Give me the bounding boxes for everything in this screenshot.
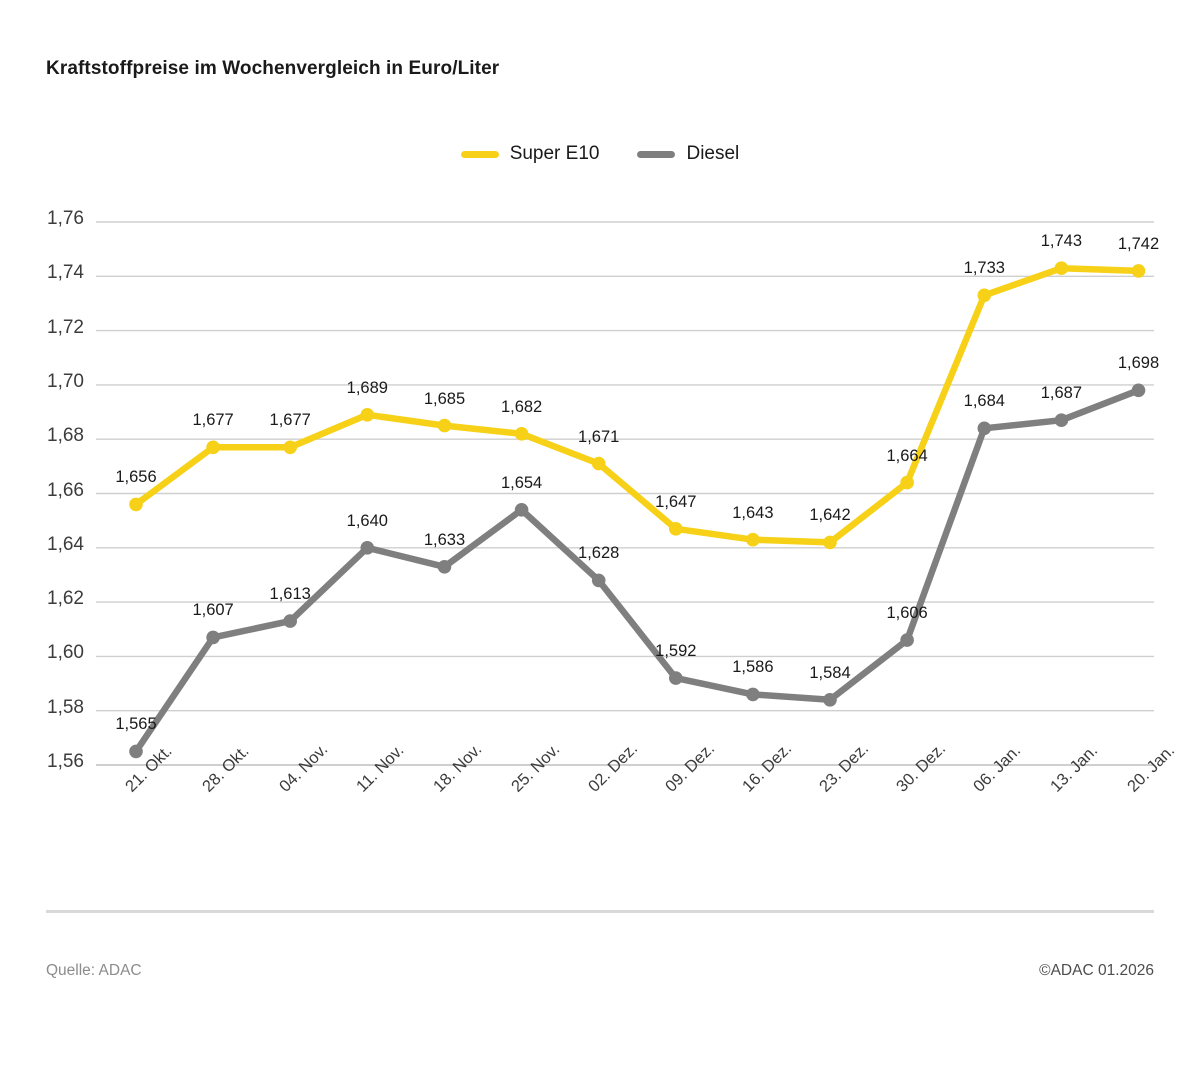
data-point-label: 1,677 <box>269 411 311 430</box>
data-point-label: 1,654 <box>500 473 543 492</box>
y-axis-tick-label: 1,70 <box>47 370 84 392</box>
data-point-label: 1,664 <box>886 446 928 465</box>
y-axis-tick-label: 1,66 <box>47 479 84 501</box>
y-axis-tick-label: 1,64 <box>47 533 84 555</box>
y-axis-tick-label: 1,76 <box>47 208 84 229</box>
data-point-label: 1,613 <box>269 585 311 604</box>
x-axis-tick-label: 16. Dez. <box>738 739 796 796</box>
copyright-note: ©ADAC 01.2026 <box>1039 962 1154 979</box>
data-point-label: 1,689 <box>346 378 388 397</box>
x-axis-tick-label: 13. Jan. <box>1047 741 1102 796</box>
x-axis-tick-label: 18. Nov. <box>430 740 486 796</box>
data-point-label: 1,742 <box>1117 234 1160 253</box>
x-axis-tick-label: 21. Okt. <box>122 742 176 796</box>
footer-divider <box>46 910 1154 913</box>
x-axis-tick-label: 09. Dez. <box>661 739 718 796</box>
y-axis-tick-label: 1,60 <box>47 642 84 664</box>
data-point-label: 1,592 <box>655 642 697 661</box>
y-axis-tick-label: 1,74 <box>47 262 84 284</box>
data-point-label: 1,647 <box>655 492 697 511</box>
data-point-label: 1,642 <box>809 506 851 525</box>
x-axis-tick-label: 11. Nov. <box>353 741 408 796</box>
data-point-label: 1,733 <box>963 259 1005 278</box>
data-point-label: 1,628 <box>578 544 620 563</box>
data-point-label: 1,684 <box>963 392 1005 411</box>
data-point-label: 1,685 <box>423 389 466 408</box>
x-axis-tick-label: 23. Dez. <box>816 739 873 796</box>
x-axis-tick-label: 20. Jan. <box>1124 741 1179 796</box>
data-point-label: 1,633 <box>423 530 466 549</box>
y-axis-tick-label: 1,58 <box>47 696 84 718</box>
x-axis-tick-label: 28. Okt. <box>199 742 253 796</box>
x-axis-tick-label: 02. Dez. <box>584 739 641 796</box>
data-point-label: 1,682 <box>500 397 543 416</box>
data-point-label: 1,677 <box>192 411 234 430</box>
page-title: Kraftstoffpreise im Wochenvergleich in Euro/Liter <box>46 58 500 79</box>
x-axis-tick-label: 25. Nov. <box>507 740 563 796</box>
x-axis-tick-label: 06. Jan. <box>970 741 1025 796</box>
x-axis-tick-label: 30. Dez. <box>893 739 950 796</box>
data-point-label: 1,607 <box>192 601 234 620</box>
data-point-label: 1,586 <box>732 658 774 677</box>
data-point-label: 1,671 <box>578 427 620 446</box>
source-note: Quelle: ADAC <box>46 962 142 979</box>
data-point-label: 1,687 <box>1040 384 1083 403</box>
data-point-label: 1,640 <box>346 511 388 530</box>
data-point-label: 1,606 <box>886 604 928 623</box>
y-axis-tick-label: 1,68 <box>47 425 84 447</box>
data-point-label: 1,698 <box>1117 354 1160 373</box>
data-point-label: 1,743 <box>1040 232 1083 251</box>
data-point-label: 1,656 <box>115 468 157 487</box>
data-point-label: 1,565 <box>115 715 157 734</box>
y-axis-tick-label: 1,72 <box>47 316 84 338</box>
x-axis-tick-label: 04. Nov. <box>276 740 332 796</box>
legend-label-super-e10: Super E10 <box>509 143 600 164</box>
data-point-label: 1,584 <box>809 663 851 682</box>
legend-label-diesel: Diesel <box>686 143 740 164</box>
data-point-label: 1,643 <box>732 503 774 522</box>
y-axis-tick-label: 1,62 <box>47 588 84 610</box>
y-axis-tick-label: 1,56 <box>47 751 84 772</box>
